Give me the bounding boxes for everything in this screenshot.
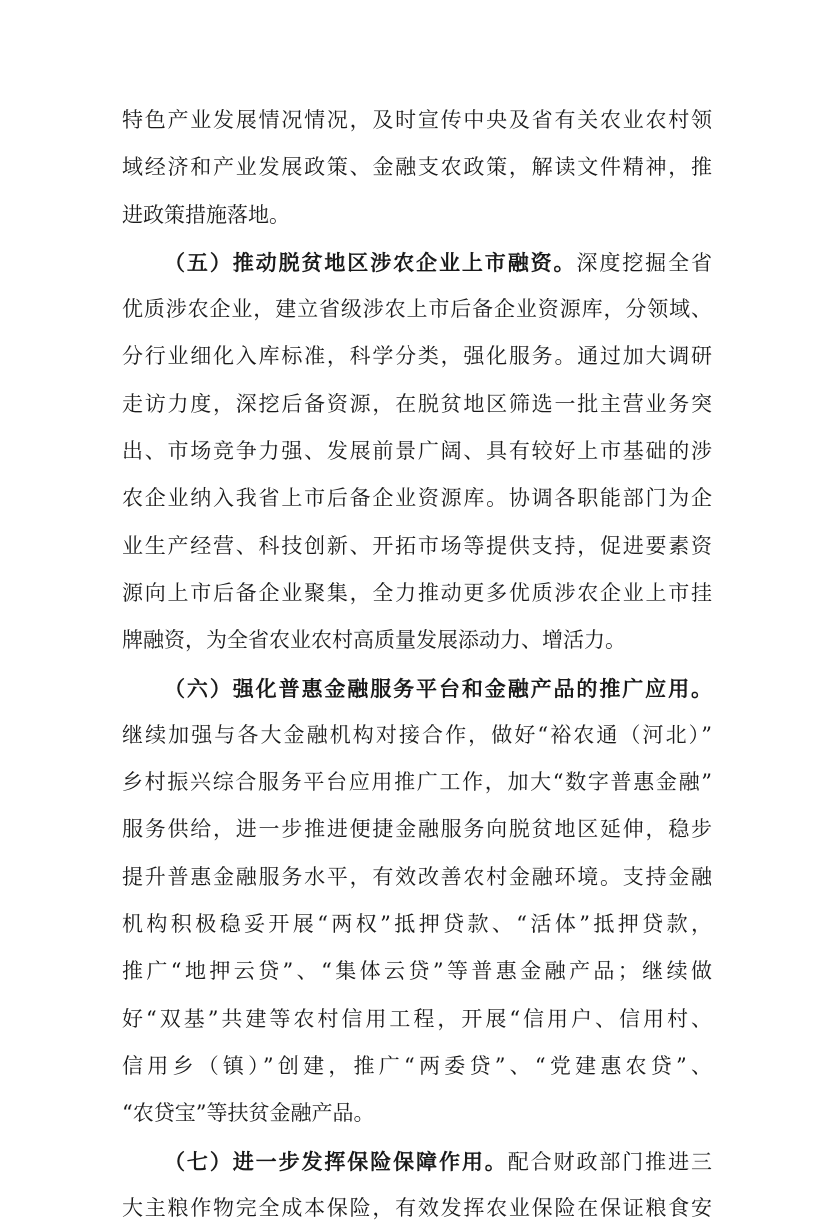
text-span: 业生产经营、科技创新、开拓市场等提供支持，促进要素资: [122, 533, 712, 558]
text-span: 推广“地押云贷”、“集体云贷”等普惠金融产品；继续做: [122, 959, 712, 984]
text-line: [122, 381, 712, 428]
text-line: [122, 759, 712, 806]
text-span: 分行业细化入库标准，科学分类，强化服务。通过加大调研: [122, 344, 712, 369]
text-line: [122, 617, 712, 664]
text-span: “农贷宝”等扶贫金融产品。: [122, 1101, 375, 1126]
text-span: 进政策措施落地。: [122, 202, 290, 227]
text-span: 特色产业发展情况情况，及时宣传中央及省有关农业农村领: [122, 108, 712, 132]
section-heading-line: [122, 1138, 712, 1185]
text-line: [122, 1185, 712, 1232]
text-span: 继续加强与各大金融机构对接合作，做好“裕农通（河北）”: [122, 722, 712, 747]
section-heading: （五）推动脱贫地区涉农企业上市融资。: [164, 249, 577, 275]
text-span: 农企业纳入我省上市后备企业资源库。协调各职能部门为企: [122, 486, 712, 511]
text-line: [122, 97, 712, 144]
text-span: 出、市场竞争力强、发展前景广阔、具有较好上市基础的涉: [122, 439, 712, 464]
text-line: [122, 192, 712, 239]
text-span: 配合财政部门推进三: [507, 1149, 712, 1174]
text-line: [122, 712, 712, 759]
text-span: 走访力度，深挖后备资源，在脱贫地区筛选一批主营业务突: [122, 391, 712, 416]
text-span: 机构积极稳妥开展“两权”抵押贷款、“活体”抵押贷款，: [122, 912, 712, 937]
text-span: 大主粮作物完全成本保险，有效发挥农业保险在保证粮食安: [122, 1195, 712, 1220]
text-span: 域经济和产业发展政策、金融支农政策，解读文件精神，推: [122, 155, 712, 180]
text-line: [122, 475, 712, 522]
text-line: [122, 428, 712, 475]
section-heading: （七）进一步发挥保险保障作用。: [164, 1148, 508, 1174]
text-line: [122, 523, 712, 570]
text-line: [122, 1090, 712, 1137]
text-line: [122, 144, 712, 191]
text-line: [122, 948, 712, 995]
text-span: 源向上市后备企业聚集，全力推动更多优质涉农企业上市挂: [122, 580, 712, 605]
text-line: [122, 854, 712, 901]
body-text: [122, 97, 712, 1232]
section-heading-line: [122, 239, 712, 286]
section-heading-line: [122, 665, 712, 712]
text-span: 优质涉农企业，建立省级涉农上市后备企业资源库，分领域、: [122, 297, 712, 322]
text-span: 服务供给，进一步推进便捷金融服务向脱贫地区延伸，稳步: [122, 817, 712, 842]
text-line: [122, 333, 712, 380]
text-line: [122, 570, 712, 617]
text-span: 乡村振兴综合服务平台应用推广工作，加大“数字普惠金融”: [122, 770, 712, 795]
text-span: 信用乡（镇）”创建，推广“两委贷”、“党建惠农贷”、: [122, 1053, 712, 1078]
text-span: 深度挖掘全省: [576, 250, 712, 275]
text-line: [122, 996, 712, 1043]
text-line: [122, 901, 712, 948]
text-span: 牌融资，为全省农业农村高质量发展添动力、增活力。: [122, 628, 626, 653]
text-line: [122, 286, 712, 333]
section-heading: （六）强化普惠金融服务平台和金融产品的推广应用。: [164, 675, 712, 701]
text-line: [122, 1043, 712, 1090]
text-span: 好“双基”共建等农村信用工程，开展“信用户、信用村、: [122, 1006, 712, 1031]
text-span: 提升普惠金融服务水平，有效改善农村金融环境。支持金融: [122, 864, 712, 889]
text-line: [122, 806, 712, 853]
